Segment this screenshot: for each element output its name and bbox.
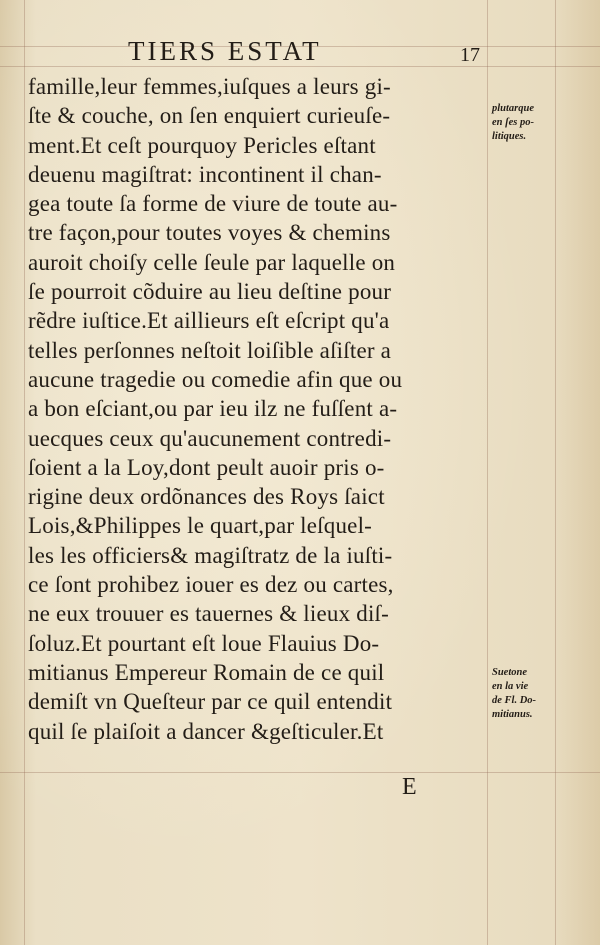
text-line: telles perſonnes neſtoit loiſible aſiſter a: [28, 337, 392, 363]
page-number: 17: [460, 44, 480, 66]
margin-note-plutarque: [492, 102, 534, 144]
text-line: ment.Et ceſt pourquoy Pericles eſtant: [28, 132, 376, 158]
text-line: uecques ceux qu'aucunement contredi-: [28, 425, 392, 451]
rule-line-left: [24, 0, 25, 945]
rule-line-margin-right: [555, 0, 556, 945]
margin-note-line: plutarque: [492, 103, 535, 114]
text-line: ne eux trouuer es tauernes & lieux diſ-: [28, 601, 389, 627]
text-line: gea toute ſa forme de viure de toute au-: [28, 191, 398, 217]
running-head: TIERS ESTAT: [128, 36, 322, 66]
text-line: les les officiers& magiſtratz de la iuſti-: [28, 542, 393, 568]
text-line: a bon eſciant,ou par ieu ilz ne fuſſent a-: [28, 396, 398, 422]
margin-note-suetone: [492, 666, 536, 722]
text-line: auroit choiſy celle ſeule par laquelle on: [28, 249, 396, 275]
text-line: rẽdre iuſtice.Et aillieurs eſt eſcript qu'a: [28, 308, 390, 334]
margin-note-line: de Fl. Do-: [492, 695, 537, 706]
text-line: deuenu magiſtrat: incontinent il chan-: [28, 161, 382, 187]
margin-note-line: en la vie: [492, 681, 529, 692]
margin-note-line: Suetone: [492, 667, 528, 678]
margin-note-line: litiques.: [492, 131, 527, 142]
text-line: aucune tragedie ou comedie afin que ou: [28, 366, 403, 392]
text-line: mitianus Empereur Romain de ce quil: [28, 659, 385, 685]
rule-line-bottom: [0, 772, 600, 773]
text-line: famille,leur femmes,iuſques a leurs gi-: [28, 74, 391, 99]
text-line: ſoient a la Loy,dont peult auoir pris o-: [28, 454, 385, 480]
text-line: ſte & couche, on ſen enquiert curieuſe-: [28, 103, 391, 129]
text-line: tre façon,pour toutes voyes & chemins: [28, 220, 391, 246]
body-text: [28, 72, 490, 746]
margin-note-line: en ſes po-: [492, 117, 534, 128]
margin-note-line: mitianus.: [492, 709, 533, 720]
signature-mark: E: [402, 774, 417, 800]
text-line: rigine deux ordõnances des Roys ſaict: [28, 484, 385, 510]
text-line: quil ſe plaiſoit a dancer &geſticuler.Et: [28, 718, 384, 744]
text-line: ſoluz.Et pourtant eſt loue Flauius Do-: [28, 630, 380, 656]
text-line: ſe pourroit cõduire au lieu deſtine pour: [28, 279, 392, 305]
text-line: ce ſont prohibez iouer es dez ou cartes,: [28, 572, 394, 598]
text-line: demiſt vn Queſteur par ce quil entendit: [28, 689, 393, 715]
text-line: Lois,&Philippes le quart,par leſquel-: [28, 513, 373, 539]
